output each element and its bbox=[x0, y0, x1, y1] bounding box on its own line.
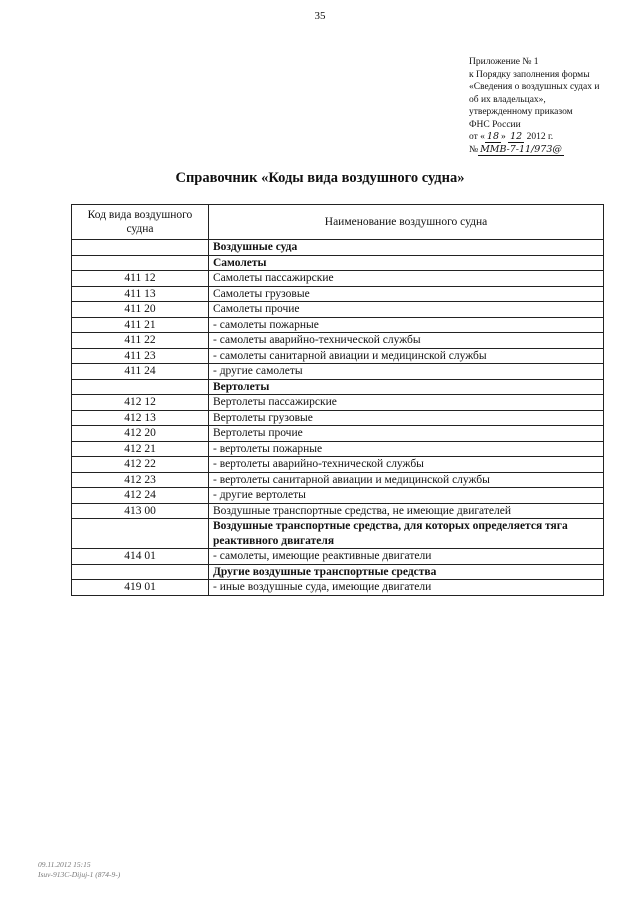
appendix-line: к Порядку заполнения формы bbox=[469, 69, 590, 80]
row-code bbox=[72, 564, 209, 580]
row-name: - вертолеты пожарные bbox=[209, 441, 604, 457]
row-name: Самолеты пассажирские bbox=[209, 271, 604, 287]
table-row bbox=[72, 317, 604, 333]
row-name: - самолеты аварийно-технической службы bbox=[209, 333, 604, 349]
row-code: 411 21 bbox=[72, 317, 209, 333]
order-date-year: 2012 г. bbox=[526, 132, 554, 142]
row-code: 412 24 bbox=[72, 488, 209, 504]
order-date-day: 18 bbox=[486, 131, 499, 142]
table-row bbox=[72, 564, 604, 580]
table-row bbox=[72, 333, 604, 349]
row-name: - самолеты, имеющие реактивные двигатели bbox=[209, 549, 604, 565]
row-name: - вертолеты аварийно-технической службы bbox=[209, 457, 604, 473]
row-code: 412 23 bbox=[72, 472, 209, 488]
table-row bbox=[72, 364, 604, 380]
row-code bbox=[72, 240, 209, 256]
table-row bbox=[72, 395, 604, 411]
row-code: 411 22 bbox=[72, 333, 209, 349]
row-name: Вертолеты грузовые bbox=[209, 410, 604, 426]
row-code: 412 22 bbox=[72, 457, 209, 473]
table-row bbox=[72, 286, 604, 302]
row-code: 411 23 bbox=[72, 348, 209, 364]
page-number: 35 bbox=[314, 10, 326, 22]
table-body bbox=[72, 240, 604, 596]
order-number bbox=[469, 144, 634, 157]
order-date bbox=[469, 131, 634, 144]
row-code: 419 01 bbox=[72, 580, 209, 596]
row-section-name: Воздушные транспортные средства, для которых определяется тяга реактивного двигателя bbox=[209, 519, 604, 549]
row-name: Самолеты грузовые bbox=[209, 286, 604, 302]
appendix-line: ФНС России bbox=[469, 119, 521, 130]
footer-line: 09.11.2012 15:15 bbox=[38, 860, 91, 869]
row-code: 412 20 bbox=[72, 426, 209, 442]
row-code: 411 13 bbox=[72, 286, 209, 302]
table-row bbox=[72, 472, 604, 488]
table-row bbox=[72, 348, 604, 364]
table-row bbox=[72, 255, 604, 271]
table-row bbox=[72, 379, 604, 395]
row-name: - вертолеты санитарной авиации и медицинской службы bbox=[209, 472, 604, 488]
appendix-line: об их владельцах», bbox=[469, 94, 546, 105]
row-name: - иные воздушные суда, имеющие двигатели bbox=[209, 580, 604, 596]
row-name: Воздушные транспортные средства, не имеющие двигателей bbox=[209, 503, 604, 519]
appendix-block bbox=[469, 56, 634, 156]
row-name: Вертолеты прочие bbox=[209, 426, 604, 442]
row-code: 411 20 bbox=[72, 302, 209, 318]
row-section-name: Воздушные суда bbox=[209, 240, 604, 256]
row-code: 412 13 bbox=[72, 410, 209, 426]
row-code bbox=[72, 379, 209, 395]
order-date-prefix: от « bbox=[469, 132, 485, 142]
row-code: 411 24 bbox=[72, 364, 209, 380]
footer-line: Isuv-913C-Dijuj-1 (874-9-) bbox=[38, 870, 121, 879]
row-name: Самолеты прочие bbox=[209, 302, 604, 318]
row-code: 412 21 bbox=[72, 441, 209, 457]
table-row bbox=[72, 441, 604, 457]
order-number-value: ММВ-7-11/973@ bbox=[480, 143, 562, 155]
row-name: - другие самолеты bbox=[209, 364, 604, 380]
table-row bbox=[72, 410, 604, 426]
row-name: - другие вертолеты bbox=[209, 488, 604, 504]
table-row bbox=[72, 271, 604, 287]
table-row bbox=[72, 240, 604, 256]
row-section-name: Самолеты bbox=[209, 255, 604, 271]
appendix-line: «Сведения о воздушных судах и bbox=[469, 82, 600, 92]
table-header-row bbox=[72, 205, 604, 240]
row-code: 414 01 bbox=[72, 549, 209, 565]
appendix-line: Приложение № 1 bbox=[469, 57, 539, 67]
order-date-month: 12 bbox=[510, 131, 523, 142]
table-row bbox=[72, 519, 604, 549]
row-code: 412 12 bbox=[72, 395, 209, 411]
order-number-prefix: № bbox=[469, 144, 479, 155]
document-title: Справочник «Коды вида воздушного судна» bbox=[175, 170, 465, 186]
row-code bbox=[72, 255, 209, 271]
table-row bbox=[72, 302, 604, 318]
row-section-name: Другие воздушные транспортные средства bbox=[209, 564, 604, 580]
appendix-line: утвержденному приказом bbox=[469, 107, 573, 117]
table-row bbox=[72, 549, 604, 565]
table-row bbox=[72, 457, 604, 473]
aircraft-codes-table bbox=[71, 204, 604, 596]
table-row bbox=[72, 503, 604, 519]
row-code: 413 00 bbox=[72, 503, 209, 519]
table-row bbox=[72, 488, 604, 504]
table-row bbox=[72, 426, 604, 442]
row-name: Вертолеты пассажирские bbox=[209, 395, 604, 411]
row-name: - самолеты пожарные bbox=[209, 317, 604, 333]
table-row bbox=[72, 580, 604, 596]
row-name: - самолеты санитарной авиации и медицинской службы bbox=[209, 348, 604, 364]
footer-stamp bbox=[38, 860, 120, 880]
row-code bbox=[72, 519, 209, 549]
row-section-name: Вертолеты bbox=[209, 379, 604, 395]
row-code: 411 12 bbox=[72, 271, 209, 287]
header-code: Код вида воздушного судна bbox=[72, 205, 209, 240]
order-date-mid: » bbox=[501, 132, 506, 142]
header-name: Наименование воздушного судна bbox=[209, 205, 604, 240]
